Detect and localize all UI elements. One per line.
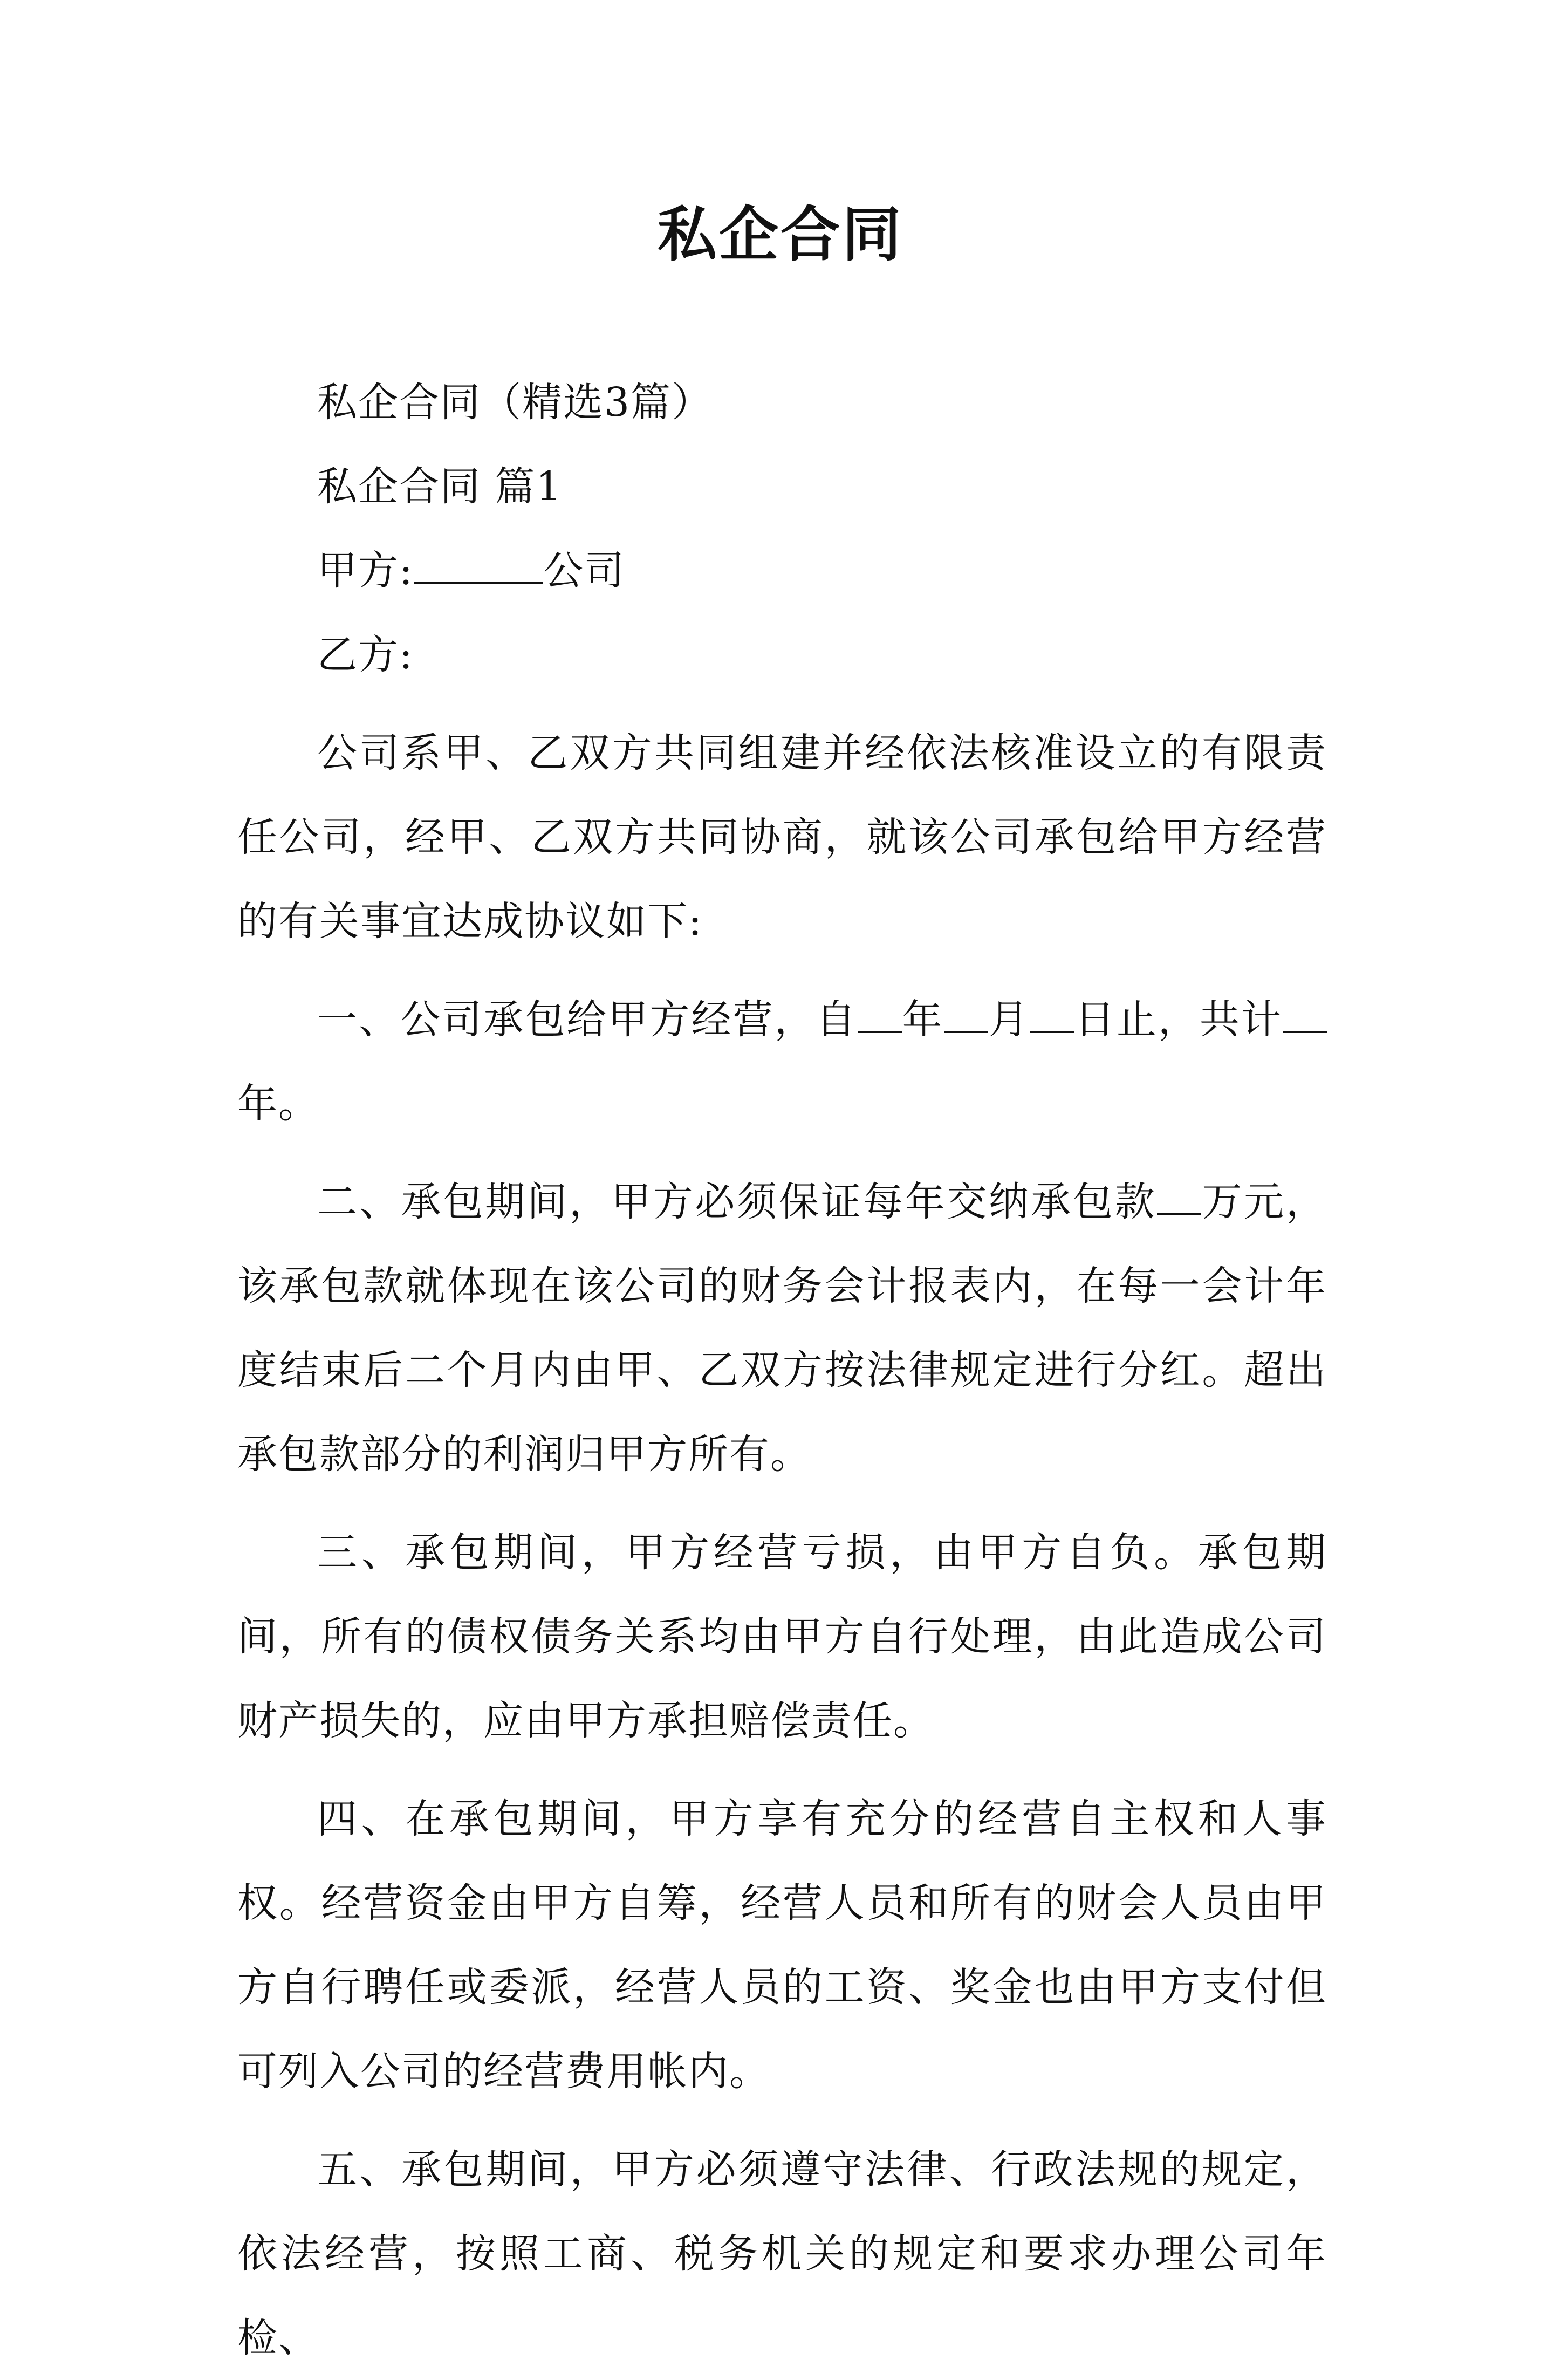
clause-1-text-c: 月 xyxy=(988,996,1030,1043)
party-a-label: 甲方: xyxy=(317,548,414,594)
blank-total-years xyxy=(1283,995,1327,1033)
blank-start-year xyxy=(858,995,902,1033)
clause-4: 四、在承包期间，甲方享有充分的经营自主权和人事权。经营资金由甲方自筹，经营人员和所有的财会人员由甲方自行聘任或委派，经营人员的工资、奖金也由甲方支付但可列入公司的经营费用帐内。 xyxy=(237,1796,1327,2095)
document-title: 私企合同 xyxy=(658,200,903,269)
clause-3: 三、承包期间，甲方经营亏损，由甲方自负。承包期间，所有的债权债务关系均由甲方自行处理，由此造成公司财产损失的，应由甲方承担赔偿责任。 xyxy=(237,1529,1327,1744)
blank-month xyxy=(944,995,988,1033)
blank-day xyxy=(1030,995,1074,1033)
clause-5: 五、承包期间，甲方必须遵守法律、行政法规的规定，依法经营，按照工商、税务机关的规定和要求办理公司年检、 xyxy=(237,2146,1327,2361)
clause-1-text-b: 年 xyxy=(901,996,944,1043)
clause-1 xyxy=(237,977,1327,1146)
subtitle: 私企合同（精选3篇） xyxy=(317,379,713,426)
party-a-suffix: 公司 xyxy=(543,548,625,594)
clause-1-text-e: 年。 xyxy=(237,1080,319,1127)
clause-1-text-a: 一、公司承包给甲方经营，自 xyxy=(317,996,858,1043)
clause-1-text-d: 日止，共计 xyxy=(1074,996,1283,1043)
blank-amount xyxy=(1157,1177,1201,1215)
clause-2 xyxy=(237,1160,1327,1496)
party-a-blank xyxy=(414,546,543,584)
document-body xyxy=(237,360,1327,2380)
party-b-line: 乙方: xyxy=(317,632,414,678)
section-heading: 私企合同 篇1 xyxy=(317,463,563,510)
intro-paragraph: 公司系甲、乙双方共同组建并经依法核准设立的有限责任公司，经甲、乙双方共同协商，就该公司承包给甲方经营的有关事宜达成协议如下: xyxy=(237,730,1327,945)
party-a-line xyxy=(237,529,1327,613)
clause-2-text-b: 万元，该承包款就体现在该公司的财务会计报表内，在每一会计年度结束后二个月内由甲、乙双方按法律规定进行分红。超出承包款部分的利润归甲方所有。 xyxy=(237,1179,1327,1478)
clause-2-text-a: 二、承包期间，甲方必须保证每年交纳承包款 xyxy=(317,1179,1157,1225)
